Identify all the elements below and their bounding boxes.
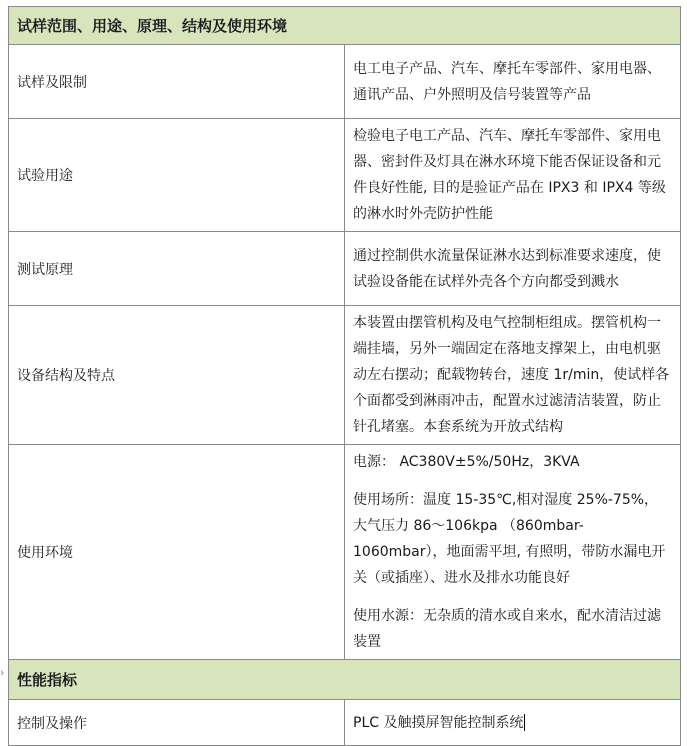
value-control[interactable] (345, 700, 681, 746)
env-water: 使用水源：无杂质的清水或自来水，配水清洁过滤装置 (353, 608, 661, 650)
label-purpose: 试验用途 (9, 119, 345, 232)
value-principle[interactable]: 通过控制供水流量保证淋水达到标准要求速度，使试验设备能在试样外壳各个方向都受到溅水 (345, 232, 681, 306)
table-row-control (9, 700, 681, 746)
section-title-performance: 性能指标 (9, 660, 681, 700)
section-header-performance (9, 660, 681, 700)
label-environment: 使用环境 (9, 445, 345, 660)
label-control: 控制及操作 (9, 700, 345, 746)
table-row-purpose (9, 119, 681, 232)
spec-table (8, 6, 681, 746)
section-title-scope: 试样范围、用途、原理、结构及使用环境 (9, 7, 681, 45)
value-control-text: PLC 及触摸屏智能控制系统 (353, 714, 524, 731)
env-site: 使用场所：温度 15-35℃,相对湿度 25%-75%，大气压力 86～106kpa （860mbar-1060mbar），地面需平坦, 有照明，带防水漏电开关（或插座）、进水及排水功能良好 (353, 492, 666, 586)
label-principle: 测试原理 (9, 232, 345, 306)
label-sample: 试样及限制 (9, 45, 345, 119)
table-row-environment (9, 445, 681, 660)
env-power: 电源： AC380V±5%/50Hz，3KVA (353, 454, 580, 470)
text-cursor (524, 714, 525, 731)
table-row-principle (9, 232, 681, 306)
label-structure: 设备结构及特点 (9, 306, 345, 445)
table-row-sample (9, 45, 681, 119)
value-sample[interactable]: 电工电子产品、汽车、摩托车零部件、家用电器、通讯产品、户外照明及信号装置等产品 (345, 45, 681, 119)
section-header-scope (9, 7, 681, 45)
table-row-structure (9, 306, 681, 445)
chevron-right-icon: › (0, 666, 5, 679)
value-purpose[interactable]: 检验电子电工产品、汽车、摩托车零部件、家用电器、密封件及灯具在淋水环境下能否保证设备和元件良好性能, 目的是验证产品在 IPX3 和 IPX4 等级的淋水时外壳防护性能 (345, 119, 681, 232)
value-environment[interactable] (345, 445, 681, 660)
value-structure[interactable]: 本装置由摆管机构及电气控制柜组成。摆管机构一端挂墙，另外一端固定在落地支撑架上，由电机驱动左右摆动；配载物转台，速度 1r/min，使试样各个面都受到淋雨冲击，配置水过滤清洁装置，防止针孔堵塞。本套系统为开放式结构 (345, 306, 681, 445)
